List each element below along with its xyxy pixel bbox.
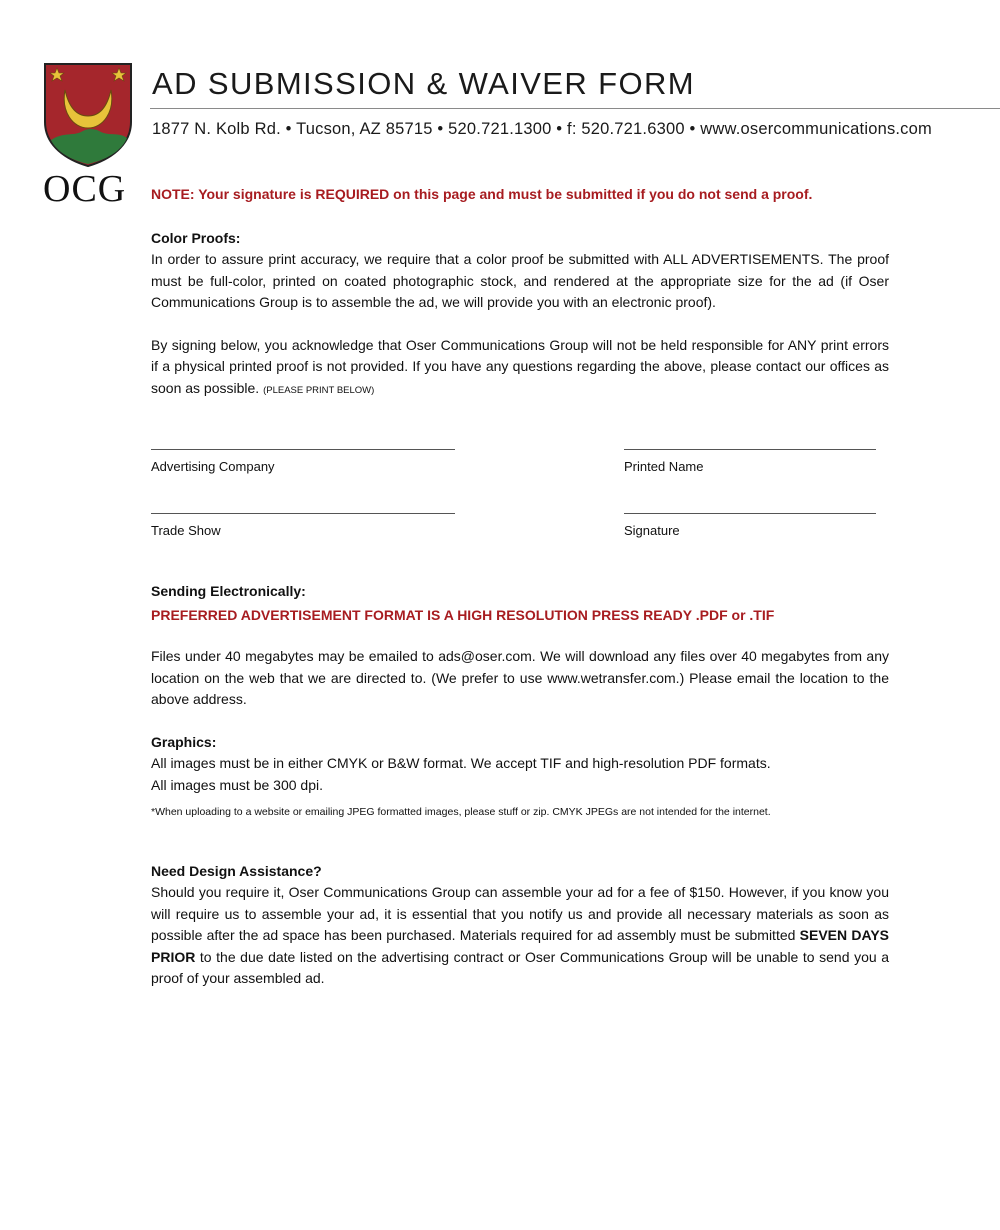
signature-note: NOTE: Your signature is REQUIRED on this page and must be submitted if you do not send a proof.: [151, 186, 813, 202]
design-text-start: Should you require it, Oser Communications Group can assemble your ad for a fee of $150. However, if you know you will require us to assemble your ad, it is essential that you notify us and provide all necessary materials as soon as possible after the ad space has been purchased. Materials required for ad assembly must be submitted: [151, 884, 889, 943]
signature-line[interactable]: [624, 513, 876, 514]
advertising-company-field[interactable]: [151, 449, 455, 478]
signature-label: Signature: [624, 523, 680, 538]
graphics-heading: Graphics:: [151, 733, 217, 750]
sending-paragraph: Files under 40 megabytes may be emailed to ads@oser.com. We will download any files over 40 megabytes from any location on the web that we are directed to. (We prefer to use www.wetransfer.com.) Please email the location to the above address.: [151, 648, 889, 707]
signature-fields: [151, 411, 889, 559]
graphics-line-1: All images must be in either CMYK or B&W format. We accept TIF and high-resolution PDF formats.: [151, 755, 771, 771]
form-body: [151, 184, 889, 990]
printed-name-line[interactable]: [624, 449, 876, 450]
trade-show-field[interactable]: [151, 513, 455, 542]
color-proofs-heading: Color Proofs:: [151, 229, 241, 246]
graphics-footnote: *When uploading to a website or emailing JPEG formatted images, please stuff or zip. CMYK JPEGs are not intended for the internet.: [151, 806, 771, 818]
page-title: AD SUBMISSION & WAIVER FORM: [152, 66, 696, 101]
acknowledgement-text: By signing below, you acknowledge that Oser Communications Group will not be held responsible for ANY print errors if a physical printed proof is not provided. If you have any questions regarding the above, please contact our offices as soon as possible.: [151, 336, 889, 396]
design-text-end: to the due date listed on the advertising contract or Oser Communications Group will be unable to send you a proof of your assembled ad.: [151, 948, 889, 986]
acknowledgement-paragraph: [151, 335, 889, 402]
design-paragraph: [151, 882, 889, 990]
preferred-format-notice: PREFERRED ADVERTISEMENT FORMAT IS A HIGH RESOLUTION PRESS READY .PDF or .TIF: [151, 606, 775, 623]
shield-crest-icon: [43, 62, 133, 168]
printed-name-label: Printed Name: [624, 459, 704, 474]
contact-address: 1877 N. Kolb Rd. • Tucson, AZ 85715 • 520.721.1300 • f: 520.721.6300 • www.osercommunications.com: [152, 120, 932, 138]
print-below-note: (PLEASE PRINT BELOW): [263, 384, 375, 396]
sending-heading: Sending Electronically:: [151, 583, 306, 599]
trade-show-line[interactable]: [151, 513, 455, 514]
graphics-line-2: All images must be 300 dpi.: [151, 776, 323, 793]
ocg-logo: [43, 62, 133, 212]
advertising-company-line[interactable]: [151, 449, 455, 450]
header-divider: [150, 108, 1000, 109]
design-heading: Need Design Assistance?: [151, 862, 322, 879]
logo-wordmark: OCG: [43, 168, 127, 210]
deadline-emphasis: SEVEN DAYS PRIOR: [151, 927, 890, 965]
advertising-company-label: Advertising Company: [151, 459, 275, 474]
printed-name-field[interactable]: [624, 449, 876, 478]
signature-field[interactable]: [624, 513, 876, 542]
color-proofs-paragraph: In order to assure print accuracy, we require that a color proof be submitted with ALL ADVERTISEMENTS. The proof must be full-color, printed on coated photographic stock, and rendered at the appropriate size for the ad (if Oser Communications Group is to assemble the ad, we will provide you with an electronic proof).: [151, 251, 889, 310]
trade-show-label: Trade Show: [151, 523, 221, 538]
